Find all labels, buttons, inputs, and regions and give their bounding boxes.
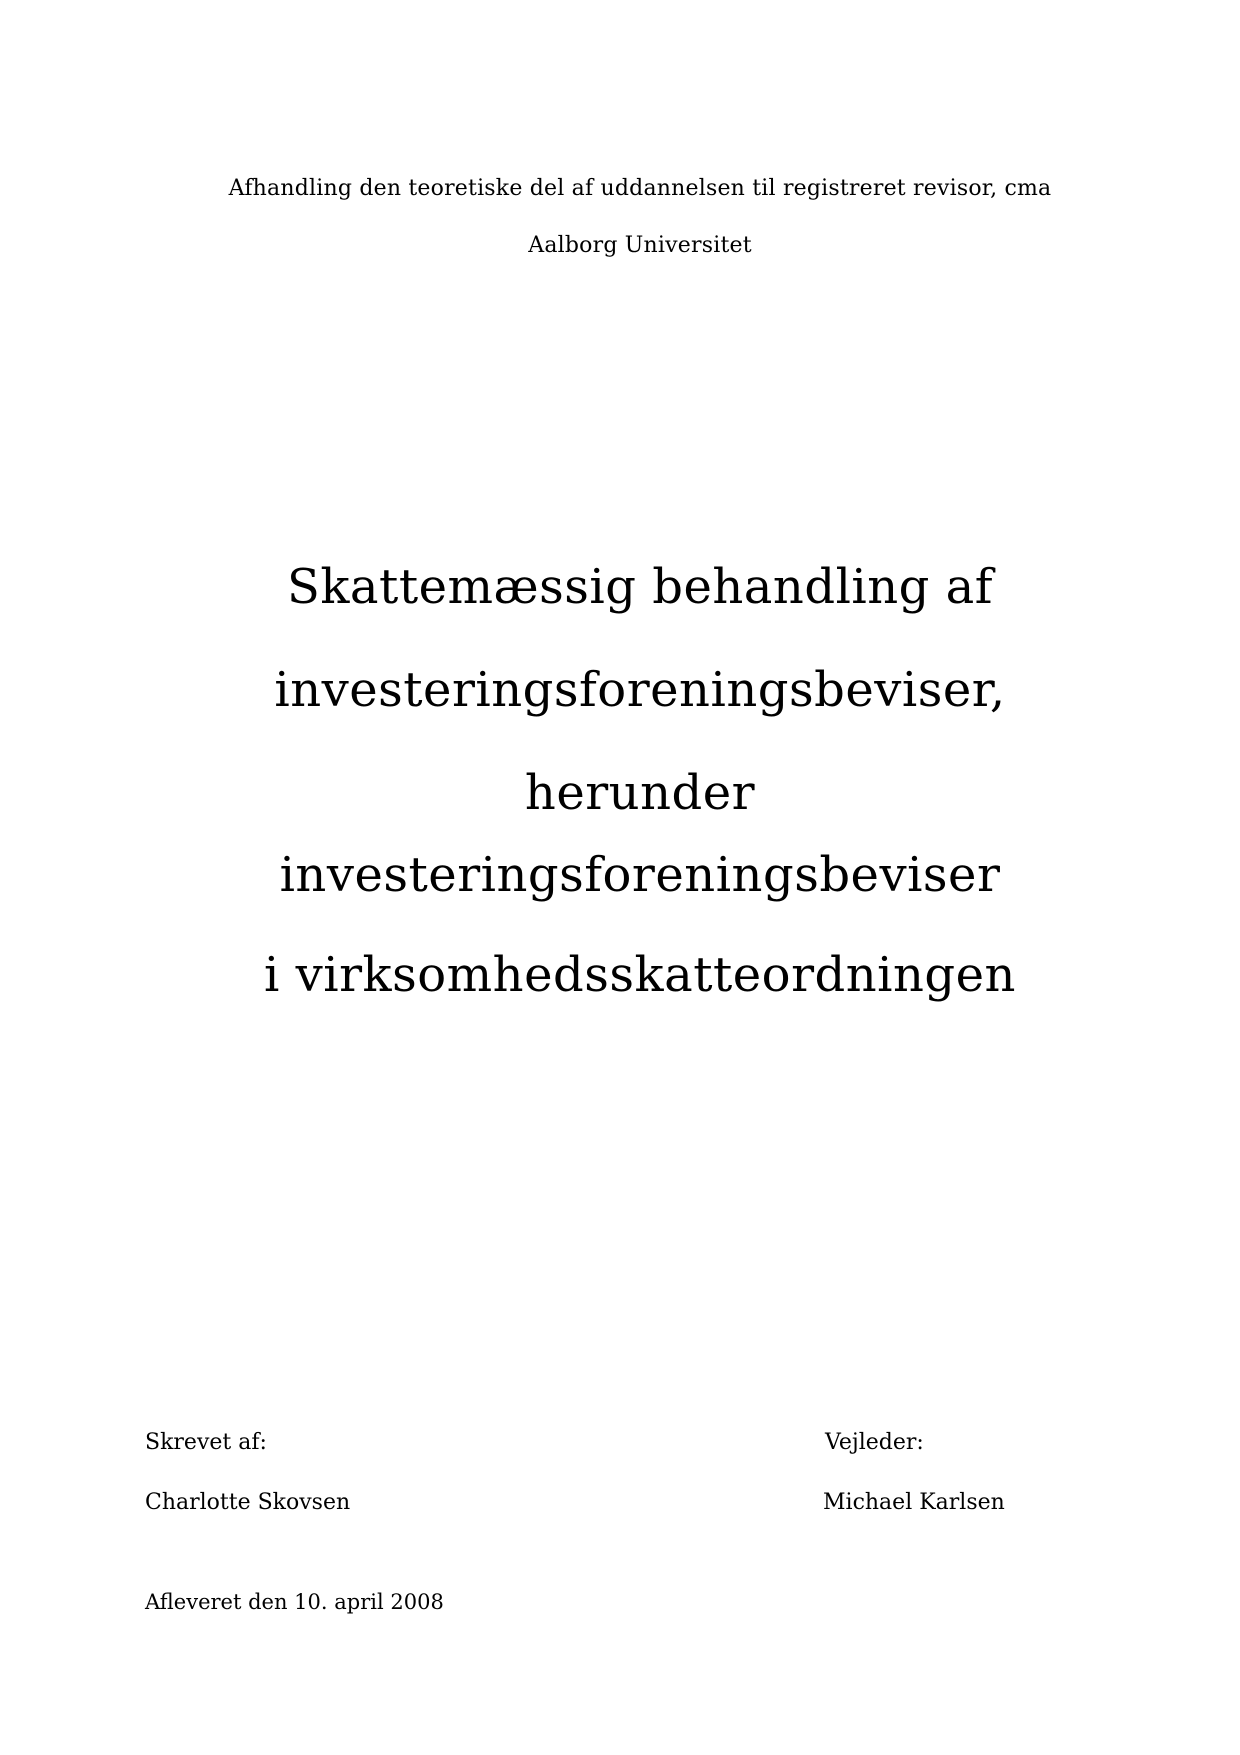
title-line-4: investeringsforeningsbeviser — [279, 847, 1001, 903]
author-name: Charlotte Skovsen — [145, 1490, 351, 1515]
author-label: Skrevet af: — [145, 1430, 267, 1455]
university-name-line: Aalborg Universitet — [528, 233, 752, 258]
supervisor-name: Michael Karlsen — [823, 1490, 1005, 1515]
title-line-2: investeringsforeningsbeviser, — [274, 662, 1006, 718]
title-line-5: i virksomhedsskatteordningen — [264, 947, 1016, 1003]
title-line-1: Skattemæssig behandling af — [286, 559, 994, 615]
programme-subtitle-line: Afhandling den teoretiske del af uddannelsen til registreret revisor, cma — [228, 176, 1052, 201]
university-name — [150, 233, 1130, 259]
title-line-3: herunder — [524, 765, 756, 821]
submission-date: Afleveret den 10. april 2008 — [145, 1590, 444, 1614]
programme-subtitle — [150, 176, 1130, 202]
supervisor-label: Vejleder: — [825, 1430, 924, 1455]
